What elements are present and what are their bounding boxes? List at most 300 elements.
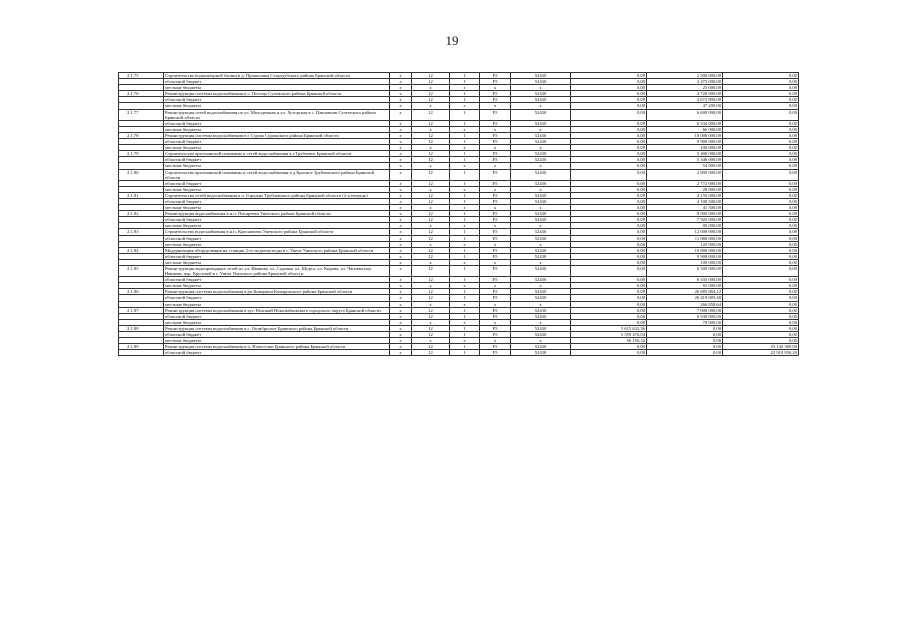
- row-value-2-cell: 0,00: [647, 344, 723, 350]
- row-value-3-cell: 0,00: [723, 229, 799, 235]
- row-value-2-cell: 70 000,00: [647, 319, 723, 325]
- row-project-cell: F5: [480, 139, 511, 145]
- row-value-3-cell: 0,00: [723, 79, 799, 85]
- row-x-cell: х: [390, 325, 412, 331]
- row-subsection-cell: 1: [450, 151, 480, 157]
- row-section-cell: х: [412, 223, 450, 229]
- row-x-cell: х: [390, 217, 412, 223]
- row-section-cell: 12: [412, 91, 450, 97]
- row-x-cell: х: [390, 247, 412, 253]
- row-code-cell: 2.1.89: [119, 344, 164, 350]
- row-value-3-cell: 0,00: [723, 295, 799, 301]
- row-name-cell: областной бюджет: [164, 180, 390, 186]
- row-project-cell: F5: [480, 132, 511, 138]
- row-section-cell: х: [412, 145, 450, 151]
- row-kbk-cell: 52430: [511, 295, 571, 301]
- row-section-cell: 12: [412, 139, 450, 145]
- row-x-cell: х: [390, 223, 412, 229]
- row-value-2-cell: 2 772 000,00: [647, 180, 723, 186]
- page-number: 19: [445, 33, 459, 48]
- row-value-3-cell: 0,00: [723, 247, 799, 253]
- row-value-2-cell: 25 000,00: [647, 85, 723, 91]
- row-project-cell: F5: [480, 211, 511, 217]
- row-subsection-cell: 1: [450, 253, 480, 259]
- row-value-2-cell: 7 920 000,00: [647, 217, 723, 223]
- row-name-cell: Строительство водоснабжения в н.п. Красновичи Унечского района Брянской области: [164, 229, 390, 235]
- table-row: [119, 266, 799, 277]
- row-value-2-cell: 0,00: [647, 338, 723, 344]
- row-subsection-cell: х: [450, 85, 480, 91]
- row-value-2-cell: 100 000,00: [647, 145, 723, 151]
- row-section-cell: х: [412, 259, 450, 265]
- row-subsection-cell: 1: [450, 157, 480, 163]
- row-project-cell: F5: [480, 247, 511, 253]
- row-code-cell: 2.1.81: [119, 192, 164, 198]
- row-subsection-cell: х: [450, 163, 480, 169]
- row-subsection-cell: 1: [450, 192, 480, 198]
- row-value-1-cell: 0,00: [571, 186, 647, 192]
- row-x-cell: х: [390, 132, 412, 138]
- row-value-3-cell: 0,00: [723, 319, 799, 325]
- row-value-1-cell: 0,00: [571, 205, 647, 211]
- row-kbk-cell: 52430: [511, 109, 571, 120]
- row-subsection-cell: 1: [450, 332, 480, 338]
- row-name-cell: областной бюджет: [164, 277, 390, 283]
- row-value-2-cell: 12 000 000,00: [647, 229, 723, 235]
- row-name-cell: местные бюджеты: [164, 186, 390, 192]
- row-x-cell: х: [390, 301, 412, 307]
- row-section-cell: х: [412, 103, 450, 109]
- row-section-cell: х: [412, 205, 450, 211]
- row-value-1-cell: 0,00: [571, 217, 647, 223]
- row-project-cell: х: [480, 223, 511, 229]
- row-x-cell: х: [390, 344, 412, 350]
- row-code-cell: 2.1.78: [119, 132, 164, 138]
- row-value-2-cell: 66 000,00: [647, 126, 723, 132]
- row-project-cell: F5: [480, 350, 511, 356]
- row-x-cell: х: [390, 151, 412, 157]
- row-x-cell: х: [390, 266, 412, 277]
- row-project-cell: F5: [480, 73, 511, 79]
- row-value-1-cell: 0,00: [571, 151, 647, 157]
- table-row: [119, 350, 799, 356]
- row-subsection-cell: 1: [450, 295, 480, 301]
- row-subsection-cell: 1: [450, 289, 480, 295]
- row-project-cell: х: [480, 283, 511, 289]
- row-value-1-cell: 5 615 632,36: [571, 325, 647, 331]
- row-name-cell: местные бюджеты: [164, 205, 390, 211]
- row-value-2-cell: 2 500 000,00: [647, 73, 723, 79]
- row-kbk-cell: х: [511, 186, 571, 192]
- row-value-1-cell: 0,00: [571, 344, 647, 350]
- row-section-cell: 12: [412, 266, 450, 277]
- row-value-3-cell: 0,00: [723, 266, 799, 277]
- row-kbk-cell: 52430: [511, 180, 571, 186]
- row-kbk-cell: х: [511, 126, 571, 132]
- row-subsection-cell: 1: [450, 180, 480, 186]
- row-subsection-cell: 1: [450, 344, 480, 350]
- row-value-2-cell: 9 900 000,00: [647, 253, 723, 259]
- row-value-1-cell: 0,00: [571, 301, 647, 307]
- row-value-2-cell: 4 150 000,00: [647, 192, 723, 198]
- row-value-3-cell: 0,00: [723, 186, 799, 192]
- row-kbk-cell: 52430: [511, 157, 571, 163]
- row-name-cell: областной бюджет: [164, 313, 390, 319]
- row-code-cell: 2.1.87: [119, 307, 164, 313]
- row-section-cell: х: [412, 85, 450, 91]
- row-value-2-cell: 4 108 500,00: [647, 198, 723, 204]
- row-name-cell: Реконструкция системы водоснабжения в с. Погощь Суземского района Брянской области: [164, 91, 390, 97]
- row-project-cell: F5: [480, 295, 511, 301]
- budget-table: [118, 72, 799, 356]
- row-value-2-cell: 9 900 000,00: [647, 139, 723, 145]
- row-x-cell: х: [390, 307, 412, 313]
- row-value-2-cell: 47 200,00: [647, 103, 723, 109]
- row-value-3-cell: 0,00: [723, 217, 799, 223]
- row-project-cell: х: [480, 186, 511, 192]
- row-project-cell: F5: [480, 235, 511, 241]
- row-subsection-cell: х: [450, 126, 480, 132]
- row-kbk-cell: 52430: [511, 97, 571, 103]
- row-subsection-cell: 1: [450, 169, 480, 180]
- row-subsection-cell: 1: [450, 350, 480, 356]
- row-name-cell: Модернизация оборудования на станции 2-го подъема воды в г. Унеча Унечского района Брянской области: [164, 247, 390, 253]
- row-section-cell: 12: [412, 97, 450, 103]
- row-subsection-cell: 1: [450, 91, 480, 97]
- row-subsection-cell: х: [450, 301, 480, 307]
- row-value-1-cell: 0,00: [571, 350, 647, 356]
- row-value-1-cell: 0,00: [571, 73, 647, 79]
- row-section-cell: 12: [412, 295, 450, 301]
- row-name-cell: областной бюджет: [164, 295, 390, 301]
- row-section-cell: х: [412, 186, 450, 192]
- row-name-cell: Строительство сетей водоснабжения в п. Городцы Трубчевского района Брянской области (2-я очередь): [164, 192, 390, 198]
- row-value-1-cell: 0,00: [571, 120, 647, 126]
- row-value-1-cell: 0,00: [571, 192, 647, 198]
- row-kbk-cell: 52430: [511, 120, 571, 126]
- row-kbk-cell: 52430: [511, 73, 571, 79]
- row-subsection-cell: 1: [450, 277, 480, 283]
- row-value-2-cell: 2 800 000,00: [647, 169, 723, 180]
- row-value-3-cell: 0,00: [723, 97, 799, 103]
- row-subsection-cell: 1: [450, 211, 480, 217]
- row-value-1-cell: 0,00: [571, 163, 647, 169]
- row-value-1-cell: 0,00: [571, 157, 647, 163]
- table-row: [119, 109, 799, 120]
- row-section-cell: 12: [412, 313, 450, 319]
- row-name-cell: областной бюджет: [164, 79, 390, 85]
- row-kbk-cell: х: [511, 103, 571, 109]
- row-subsection-cell: х: [450, 223, 480, 229]
- row-project-cell: F5: [480, 120, 511, 126]
- row-name-cell: Реконструкция системы водоснабжения в п. Новоселки Брянского района Брянской области: [164, 344, 390, 350]
- row-value-1-cell: 0,00: [571, 319, 647, 325]
- row-value-2-cell: 4 672 800,00: [647, 97, 723, 103]
- row-name-cell: областной бюджет: [164, 120, 390, 126]
- row-section-cell: 12: [412, 79, 450, 85]
- row-kbk-cell: 52430: [511, 266, 571, 277]
- row-subsection-cell: 1: [450, 247, 480, 253]
- row-value-1-cell: 0,00: [571, 180, 647, 186]
- row-project-cell: F5: [480, 180, 511, 186]
- row-section-cell: 12: [412, 229, 450, 235]
- row-value-1-cell: 0,00: [571, 97, 647, 103]
- row-name-cell: Реконструкция системы водоснабжения в с. Октябрьское Брянского района Брянской области: [164, 325, 390, 331]
- row-subsection-cell: 1: [450, 325, 480, 331]
- row-value-2-cell: 6 500 000,00: [647, 266, 723, 277]
- row-project-cell: х: [480, 338, 511, 344]
- row-x-cell: х: [390, 120, 412, 126]
- row-x-cell: х: [390, 73, 412, 79]
- row-value-1-cell: 0,00: [571, 198, 647, 204]
- row-project-cell: х: [480, 103, 511, 109]
- row-value-3-cell: 0,00: [723, 283, 799, 289]
- row-name-cell: Реконструкция системы водоснабжения в хут. Великий Новозыбковского городского округа Брянской области: [164, 307, 390, 313]
- row-kbk-cell: х: [511, 223, 571, 229]
- row-value-3-cell: 0,00: [723, 169, 799, 180]
- row-value-1-cell: 0,00: [571, 289, 647, 295]
- row-value-1-cell: 0,00: [571, 283, 647, 289]
- row-value-3-cell: 0,00: [723, 120, 799, 126]
- row-value-2-cell: 5 346 000,00: [647, 157, 723, 163]
- row-x-cell: х: [390, 241, 412, 247]
- row-kbk-cell: х: [511, 259, 571, 265]
- row-x-cell: х: [390, 103, 412, 109]
- row-kbk-cell: 52430: [511, 192, 571, 198]
- row-section-cell: 12: [412, 277, 450, 283]
- row-value-3-cell: 23 142 380,00: [723, 344, 799, 350]
- row-kbk-cell: 52430: [511, 313, 571, 319]
- row-code-cell: 2.1.88: [119, 325, 164, 331]
- row-subsection-cell: 1: [450, 313, 480, 319]
- row-code-cell: 2.1.85: [119, 266, 164, 277]
- row-x-cell: х: [390, 192, 412, 198]
- row-value-1-cell: 0,00: [571, 229, 647, 235]
- row-name-cell: Строительство артезианской скважины и сетей водоснабжения в д.Красное Трубчевского района Брянской области: [164, 169, 390, 180]
- row-value-2-cell: 11 880 000,00: [647, 235, 723, 241]
- row-value-2-cell: 7 000 000,00: [647, 307, 723, 313]
- row-subsection-cell: 1: [450, 266, 480, 277]
- row-x-cell: х: [390, 198, 412, 204]
- row-section-cell: 12: [412, 325, 450, 331]
- row-value-1-cell: 0,00: [571, 211, 647, 217]
- row-value-2-cell: 4 720 000,00: [647, 91, 723, 97]
- row-value-1-cell: 0,00: [571, 91, 647, 97]
- row-name-cell: местные бюджеты: [164, 338, 390, 344]
- row-value-3-cell: 0,00: [723, 253, 799, 259]
- row-kbk-cell: 52430: [511, 91, 571, 97]
- row-section-cell: 12: [412, 235, 450, 241]
- row-value-3-cell: 0,00: [723, 277, 799, 283]
- row-value-2-cell: 0,00: [647, 325, 723, 331]
- row-kbk-cell: 52430: [511, 350, 571, 356]
- row-name-cell: областной бюджет: [164, 332, 390, 338]
- row-subsection-cell: 1: [450, 132, 480, 138]
- row-section-cell: 12: [412, 151, 450, 157]
- row-name-cell: местные бюджеты: [164, 85, 390, 91]
- row-section-cell: х: [412, 126, 450, 132]
- row-value-2-cell: 6 435 000,00: [647, 277, 723, 283]
- row-x-cell: х: [390, 319, 412, 325]
- row-name-cell: областной бюджет: [164, 198, 390, 204]
- row-x-cell: х: [390, 295, 412, 301]
- row-name-cell: областной бюджет: [164, 253, 390, 259]
- row-kbk-cell: 52430: [511, 289, 571, 295]
- row-project-cell: х: [480, 205, 511, 211]
- row-value-1-cell: 0,00: [571, 169, 647, 180]
- table-row: [119, 169, 799, 180]
- row-subsection-cell: х: [450, 145, 480, 151]
- row-x-cell: х: [390, 211, 412, 217]
- row-value-1-cell: 0,00: [571, 85, 647, 91]
- row-subsection-cell: 1: [450, 235, 480, 241]
- row-value-1-cell: 0,00: [571, 259, 647, 265]
- row-section-cell: х: [412, 241, 450, 247]
- row-value-3-cell: 0,00: [723, 259, 799, 265]
- row-name-cell: Реконструкция сетей водоснабжения по ул. Молодежная и ул. Хуторская в с. Павловичи Суземского района Брянской области: [164, 109, 390, 120]
- row-x-cell: х: [390, 91, 412, 97]
- row-kbk-cell: х: [511, 163, 571, 169]
- row-kbk-cell: 52430: [511, 151, 571, 157]
- row-project-cell: х: [480, 259, 511, 265]
- table-body: [119, 73, 799, 356]
- row-section-cell: х: [412, 163, 450, 169]
- row-project-cell: F5: [480, 325, 511, 331]
- row-subsection-cell: 1: [450, 139, 480, 145]
- row-value-3-cell: 0,00: [723, 145, 799, 151]
- row-name-cell: Реконструкция водоснабжения в н.п. Писаревка Унечского района Брянской области: [164, 211, 390, 217]
- row-x-cell: х: [390, 97, 412, 103]
- row-value-2-cell: 5 400 000,00: [647, 151, 723, 157]
- row-project-cell: F5: [480, 332, 511, 338]
- row-code-cell: 2.1.82: [119, 211, 164, 217]
- row-code-cell: 2.1.84: [119, 247, 164, 253]
- row-name-cell: местные бюджеты: [164, 301, 390, 307]
- row-value-2-cell: 41 500,00: [647, 205, 723, 211]
- row-value-2-cell: 6 534 000,00: [647, 120, 723, 126]
- row-kbk-cell: х: [511, 283, 571, 289]
- row-section-cell: х: [412, 319, 450, 325]
- row-subsection-cell: х: [450, 103, 480, 109]
- row-x-cell: х: [390, 259, 412, 265]
- row-section-cell: х: [412, 301, 450, 307]
- row-kbk-cell: 52430: [511, 132, 571, 138]
- row-name-cell: местные бюджеты: [164, 259, 390, 265]
- row-x-cell: х: [390, 169, 412, 180]
- row-name-cell: областной бюджет: [164, 97, 390, 103]
- row-code-cell: 2.1.79: [119, 151, 164, 157]
- row-project-cell: F5: [480, 229, 511, 235]
- row-kbk-cell: 52430: [511, 211, 571, 217]
- row-code-cell: 2.1.86: [119, 289, 164, 295]
- row-x-cell: х: [390, 338, 412, 344]
- row-value-3-cell: 0,00: [723, 103, 799, 109]
- row-code-cell: 2.1.75: [119, 73, 164, 79]
- row-subsection-cell: х: [450, 319, 480, 325]
- row-x-cell: х: [390, 332, 412, 338]
- row-subsection-cell: х: [450, 338, 480, 344]
- row-value-2-cell: 65 000,00: [647, 283, 723, 289]
- row-project-cell: F5: [480, 91, 511, 97]
- row-x-cell: х: [390, 283, 412, 289]
- row-name-cell: местные бюджеты: [164, 145, 390, 151]
- row-value-2-cell: 28 000,00: [647, 186, 723, 192]
- row-value-2-cell: 0,00: [647, 350, 723, 356]
- row-x-cell: х: [390, 126, 412, 132]
- row-section-cell: 12: [412, 332, 450, 338]
- row-subsection-cell: х: [450, 241, 480, 247]
- row-value-2-cell: 120 000,00: [647, 241, 723, 247]
- row-name-cell: местные бюджеты: [164, 283, 390, 289]
- row-section-cell: 12: [412, 169, 450, 180]
- row-value-2-cell: 2 475 000,00: [647, 79, 723, 85]
- row-value-1-cell: 0,00: [571, 295, 647, 301]
- row-x-cell: х: [390, 157, 412, 163]
- row-x-cell: х: [390, 235, 412, 241]
- row-value-1-cell: 0,00: [571, 266, 647, 277]
- row-kbk-cell: 52430: [511, 229, 571, 235]
- row-code-cell: 2.1.76: [119, 91, 164, 97]
- row-value-3-cell: 0,00: [723, 163, 799, 169]
- row-subsection-cell: х: [450, 259, 480, 265]
- row-value-2-cell: 100 000,00: [647, 259, 723, 265]
- row-x-cell: х: [390, 79, 412, 85]
- row-kbk-cell: 52430: [511, 332, 571, 338]
- row-x-cell: х: [390, 313, 412, 319]
- row-kbk-cell: 52430: [511, 325, 571, 331]
- row-value-1-cell: 0,00: [571, 139, 647, 145]
- row-name-cell: областной бюджет: [164, 350, 390, 356]
- row-kbk-cell: 52430: [511, 217, 571, 223]
- row-value-1-cell: 5 559 476,04: [571, 332, 647, 338]
- row-section-cell: 12: [412, 211, 450, 217]
- row-value-2-cell: 0,00: [647, 332, 723, 338]
- row-value-3-cell: 0,00: [723, 313, 799, 319]
- row-kbk-cell: х: [511, 241, 571, 247]
- row-x-cell: х: [390, 205, 412, 211]
- row-value-3-cell: 0,00: [723, 211, 799, 217]
- row-value-3-cell: 0,00: [723, 157, 799, 163]
- row-value-3-cell: 0,00: [723, 307, 799, 313]
- row-section-cell: 12: [412, 217, 450, 223]
- row-section-cell: 12: [412, 109, 450, 120]
- row-value-2-cell: 10 000 000,00: [647, 132, 723, 138]
- row-section-cell: 12: [412, 307, 450, 313]
- row-section-cell: 12: [412, 350, 450, 356]
- row-value-3-cell: 0,00: [723, 139, 799, 145]
- row-kbk-cell: х: [511, 338, 571, 344]
- row-project-cell: F5: [480, 307, 511, 313]
- row-name-cell: Реконструкция водопроводных сетей по ул. Иванова, ул. Садовая, ул. Щорса, ул. Кирова, ул. Чапаева пер. Иванова, пер. Крупской в г. Унеча Унечского района Брянской области: [164, 266, 390, 277]
- row-subsection-cell: х: [450, 186, 480, 192]
- row-project-cell: F5: [480, 192, 511, 198]
- row-kbk-cell: х: [511, 301, 571, 307]
- row-value-3-cell: 0,00: [723, 91, 799, 97]
- row-section-cell: 12: [412, 344, 450, 350]
- row-value-1-cell: 0,00: [571, 126, 647, 132]
- row-project-cell: х: [480, 301, 511, 307]
- row-x-cell: х: [390, 180, 412, 186]
- row-value-3-cell: 0,00: [723, 126, 799, 132]
- row-kbk-cell: х: [511, 319, 571, 325]
- row-project-cell: х: [480, 319, 511, 325]
- row-value-1-cell: 0,00: [571, 132, 647, 138]
- row-section-cell: х: [412, 338, 450, 344]
- row-project-cell: F5: [480, 151, 511, 157]
- row-project-cell: F5: [480, 266, 511, 277]
- row-project-cell: F5: [480, 344, 511, 350]
- row-subsection-cell: 1: [450, 73, 480, 79]
